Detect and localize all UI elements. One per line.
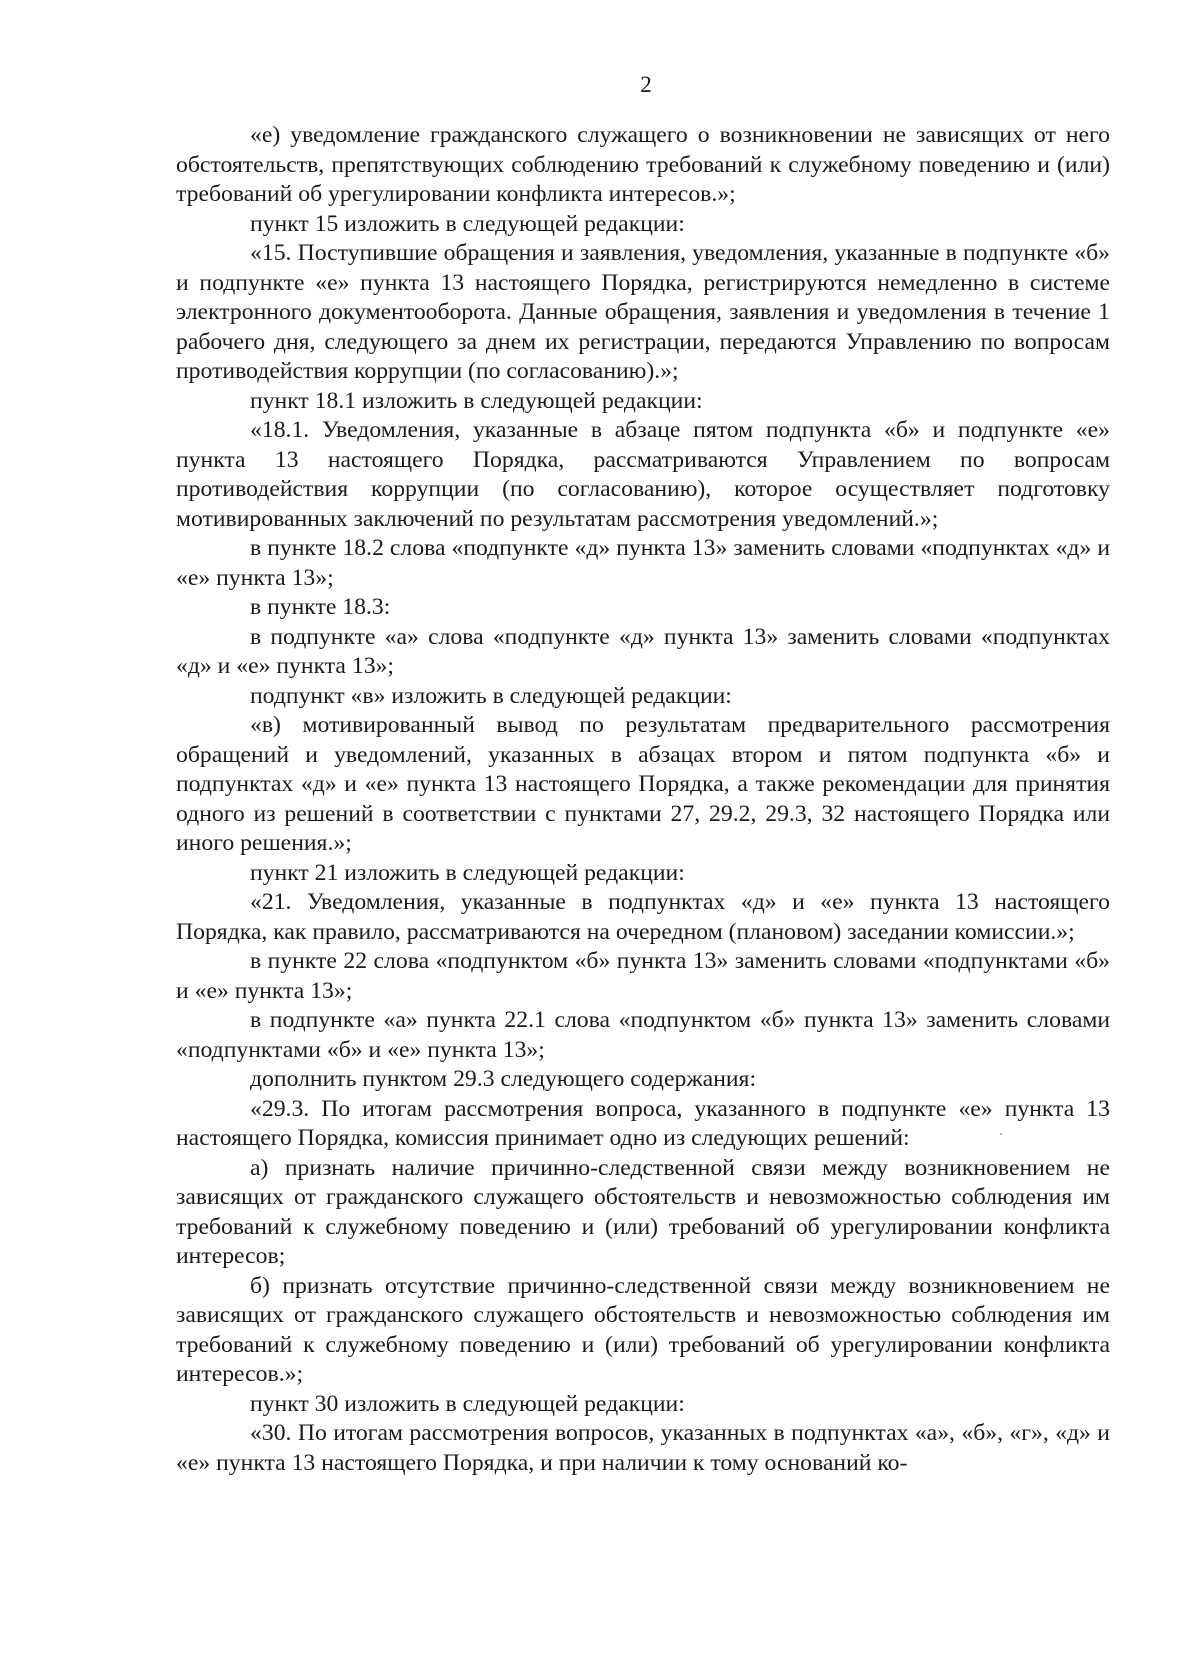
paragraph: пункт 30 изложить в следующей редакции:	[250, 1390, 685, 1417]
paragraph: «18.1. Уведомления, указанные в абзаце пятом подпункта «б» и подпункте «е» пункта 13 настоящего Порядка, рассматриваются Управлением по вопросам противодействия коррупции (по согласованию), которое осуществляет подготовку мотивированных заключений по результатам рассмотрения уведомлений.»;	[176, 417, 1110, 532]
paragraph: пункт 18.1 изложить в следующей редакции:	[250, 387, 703, 414]
paragraph: б) признать отсутствие причинно-следственной связи между возникновением не зависящих от гражданского служащего обстоятельств и невозможностью соблюдения им требований к служебному поведению и (или) требований об урегулировании конфликта интересов.»;	[176, 1272, 1110, 1387]
paragraph: а) признать наличие причинно-следственной связи между возникновением не зависящих от гражданского служащего обстоятельств и невозможностью соблюдения им требований к служебному поведению и (или) требований об урегулировании конфликта интересов;	[176, 1154, 1110, 1269]
paragraph: в пункте 22 слова «подпунктом «б» пункта 13» заменить словами «подпунктами «б» и «е» пункта 13»;	[176, 948, 1110, 1004]
paragraph: «15. Поступившие обращения и заявления, уведомления, указанные в подпункте «б» и подпункте «е» пункта 13 настоящего Порядка, регистрируются немедленно в системе электронного документооборота. Данные обращения, заявления и уведомления в течение 1 рабочего дня, следующего за днем их регистрации, передаются Управлению по вопросам противодействия коррупции (по согласованию).»;	[176, 240, 1110, 384]
paragraph: «21. Уведомления, указанные в подпунктах «д» и «е» пункта 13 настоящего Порядка, как правило, рассматриваются на очередном (плановом) заседании комиссии.»;	[176, 889, 1110, 945]
paragraph: пункт 21 изложить в следующей редакции:	[250, 859, 685, 886]
paragraph: в пункте 18.3:	[250, 594, 391, 620]
paragraph: «30. По итогам рассмотрения вопросов, указанных в подпунктах «а», «б», «г», «д» и «е» пункта 13 настоящего Порядка, и при наличии к тому оснований ко-	[176, 1420, 1110, 1476]
paragraph: в подпункте «а» слова «подпункте «д» пункта 13» заменить словами «подпунктах «д» и «е» пункта 13»;	[176, 623, 1110, 679]
paragraph: в подпункте «а» пункта 22.1 слова «подпунктом «б» пункта 13» заменить словами «подпунктами «б» и «е» пункта 13»;	[176, 1007, 1110, 1063]
paragraph: «в) мотивированный вывод по результатам предварительного рассмотрения обращений и уведомлений, указанных в абзацах втором и пятом подпункта «б» и подпунктах «д» и «е» пункта 13 настоящего Порядка, а также рекомендации для принятия одного из решений в соответствии с пунктами 27, 29.2, 29.3, 32 настоящего Порядка или иного решения.»;	[176, 712, 1110, 856]
paragraph: подпункт «в» изложить в следующей редакции:	[250, 682, 732, 709]
paragraph: «е) уведомление гражданского служащего о возникновении не зависящих от него обстоятельств, препятствующих соблюдению требований к служебному поведению и (или) требований об урегулировании конфликта интересов.»;	[176, 122, 1110, 207]
paragraph: дополнить пунктом 29.3 следующего содержания:	[250, 1066, 757, 1092]
document-body	[176, 121, 1110, 1478]
page-number: 2	[640, 72, 652, 97]
paragraph: пункт 15 изложить в следующей редакции:	[250, 210, 685, 237]
scan-speck	[1000, 1133, 1002, 1135]
paragraph: в пункте 18.2 слова «подпункте «д» пункта 13» заменить словами «подпунктах «д» и «е» пункта 13»;	[176, 535, 1110, 591]
paragraph: «29.3. По итогам рассмотрения вопроса, указанного в подпункте «е» пункта 13 настоящего Порядка, комиссия принимает одно из следующих решений:	[176, 1095, 1110, 1151]
